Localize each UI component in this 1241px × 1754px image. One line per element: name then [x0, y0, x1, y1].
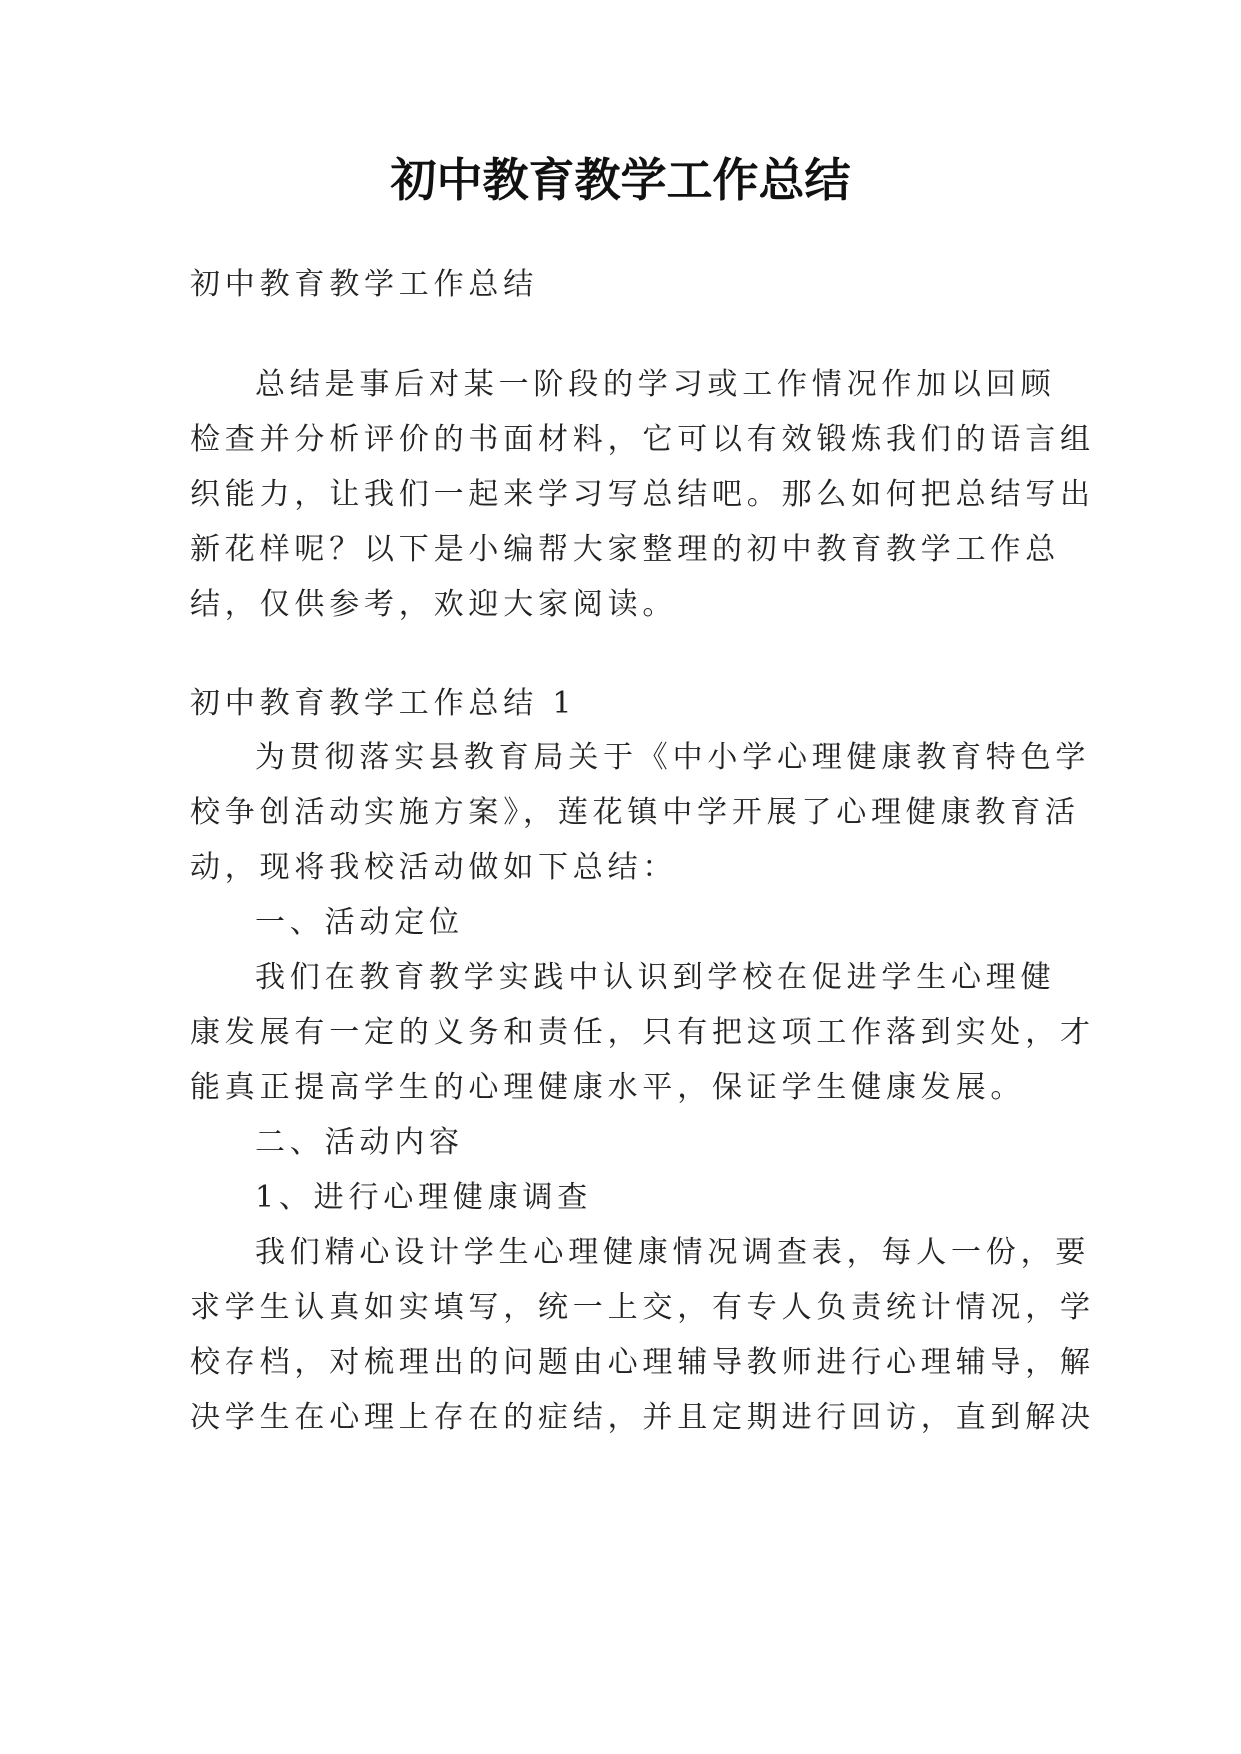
body-line: 求学生认真如实填写，统一上交，有专人负责统计情况，学 — [190, 1290, 1095, 1325]
intro-line: 织能力，让我们一起来学习写总结吧。那么如何把总结写出 — [190, 477, 1095, 512]
body-line: 我们精心设计学生心理健康情况调查表，每人一份，要 — [255, 1235, 1091, 1270]
intro-line: 结，仅供参考，欢迎大家阅读。 — [190, 587, 678, 622]
body-line: 能真正提高学生的心理健康水平，保证学生健康发展。 — [190, 1070, 1026, 1105]
body-line: 校争创活动实施方案》，莲花镇中学开展了心理健康教育活 — [190, 795, 1080, 830]
intro-line: 新花样呢？以下是小编帮大家整理的初中教育教学工作总 — [190, 532, 1060, 567]
body-line: 校存档，对梳理出的问题由心理辅导教师进行心理辅导，解 — [190, 1345, 1095, 1380]
intro-line: 总结是事后对某一阶段的学习或工作情况作加以回顾 — [255, 367, 1056, 402]
subheading-activity-content: 二、活动内容 — [255, 1125, 464, 1160]
intro-line: 检查并分析评价的书面材料，它可以有效锻炼我们的语言组 — [190, 422, 1095, 457]
document-subtitle: 初中教育教学工作总结 — [190, 267, 538, 302]
body-line: 我们在教育教学实践中认识到学校在促进学生心理健 — [255, 960, 1056, 995]
section-heading: 初中教育教学工作总结 1 — [190, 686, 577, 721]
subheading-activity-positioning: 一、活动定位 — [255, 905, 464, 940]
subheading-survey: 1、进行心理健康调查 — [255, 1180, 593, 1215]
page-title: 初中教育教学工作总结 — [390, 153, 851, 207]
body-line: 决学生在心理上存在的症结，并且定期进行回访，直到解决 — [190, 1400, 1095, 1435]
body-line: 为贯彻落实县教育局关于《中小学心理健康教育特色学 — [255, 740, 1091, 775]
body-line: 康发展有一定的义务和责任，只有把这项工作落到实处，才 — [190, 1015, 1095, 1050]
body-line: 动，现将我校活动做如下总结： — [190, 850, 678, 885]
